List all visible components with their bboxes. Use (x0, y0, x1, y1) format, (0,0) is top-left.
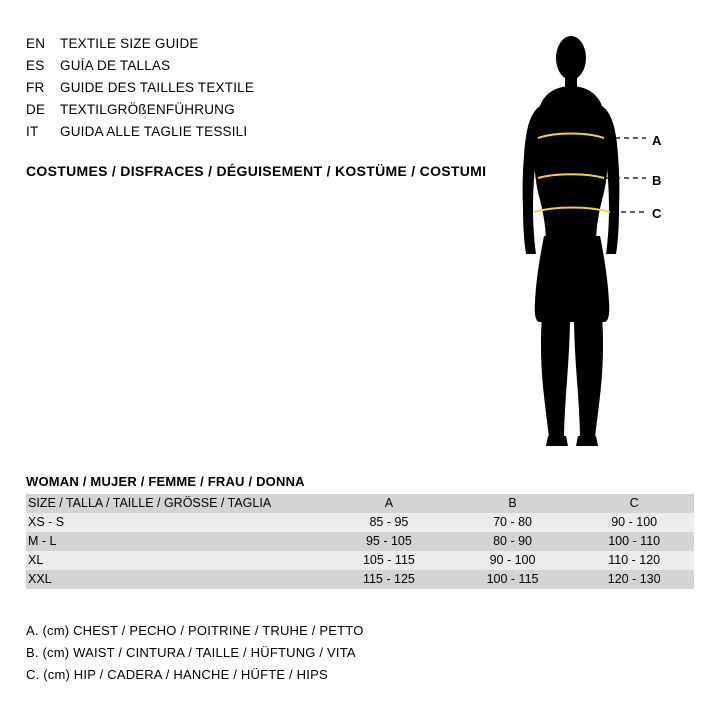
table-row (26, 513, 694, 532)
cell-size: XXL (26, 570, 327, 589)
language-code-es: ES (26, 58, 45, 73)
measure-label-group (500, 30, 690, 450)
language-text-es: GUÍA DE TALLAS (60, 58, 171, 73)
measure-label-a: A (652, 133, 662, 148)
language-text-it: GUIDA ALLE TAGLIE TESSILI (60, 124, 248, 139)
table-header-b: B (451, 494, 575, 513)
cell-c: 90 - 100 (574, 513, 694, 532)
measure-label-c: C (652, 206, 662, 221)
language-text-de: TEXTILGRÖßENFÜHRUNG (60, 102, 235, 117)
size-table (26, 494, 694, 589)
language-list (26, 36, 496, 146)
table-header-a: A (327, 494, 451, 513)
cell-b: 100 - 115 (451, 570, 575, 589)
cell-a: 105 - 115 (327, 551, 451, 570)
cell-a: 115 - 125 (327, 570, 451, 589)
legend-row-c: C. (cm) HIP / CADERA / HANCHE / HÜFTE / HIPS (26, 667, 328, 682)
language-code-de: DE (26, 102, 46, 117)
language-row-en (26, 36, 496, 58)
cell-c: 100 - 110 (574, 532, 694, 551)
cell-c: 120 - 130 (574, 570, 694, 589)
cell-size: XS - S (26, 513, 327, 532)
language-row-de (26, 102, 496, 124)
table-title: WOMAN / MUJER / FEMME / FRAU / DONNA (26, 474, 305, 489)
cell-b: 70 - 80 (451, 513, 575, 532)
cell-size: M - L (26, 532, 327, 551)
cell-b: 90 - 100 (451, 551, 575, 570)
language-text-en: TEXTILE SIZE GUIDE (60, 36, 199, 51)
language-row-es (26, 58, 496, 80)
legend-row-a: A. (cm) CHEST / PECHO / POITRINE / TRUHE / PETTO (26, 623, 364, 638)
table-row (26, 532, 694, 551)
cell-a: 85 - 95 (327, 513, 451, 532)
table-row (26, 570, 694, 589)
cell-size: XL (26, 551, 327, 570)
language-row-fr (26, 80, 496, 102)
cell-a: 95 - 105 (327, 532, 451, 551)
cell-c: 110 - 120 (574, 551, 694, 570)
costumes-heading: COSTUMES / DISFRACES / DÉGUISEMENT / KOSTÜME / COSTUMI (26, 163, 487, 179)
measure-label-b: B (652, 173, 662, 188)
language-code-it: IT (26, 124, 39, 139)
table-header-size: SIZE / TALLA / TAILLE / GRÖSSE / TAGLIA (26, 494, 327, 513)
language-row-it (26, 124, 496, 146)
cell-b: 80 - 90 (451, 532, 575, 551)
language-code-en: EN (26, 36, 46, 51)
language-text-fr: GUIDE DES TAILLES TEXTILE (60, 80, 255, 95)
table-row (26, 551, 694, 570)
measurement-legend (26, 620, 364, 686)
body-figure (500, 30, 690, 450)
legend-row-b: B. (cm) WAIST / CINTURA / TAILLE / HÜFTUNG / VITA (26, 645, 356, 660)
language-code-fr: FR (26, 80, 45, 95)
table-header-c: C (574, 494, 694, 513)
table-header-row (26, 494, 694, 513)
